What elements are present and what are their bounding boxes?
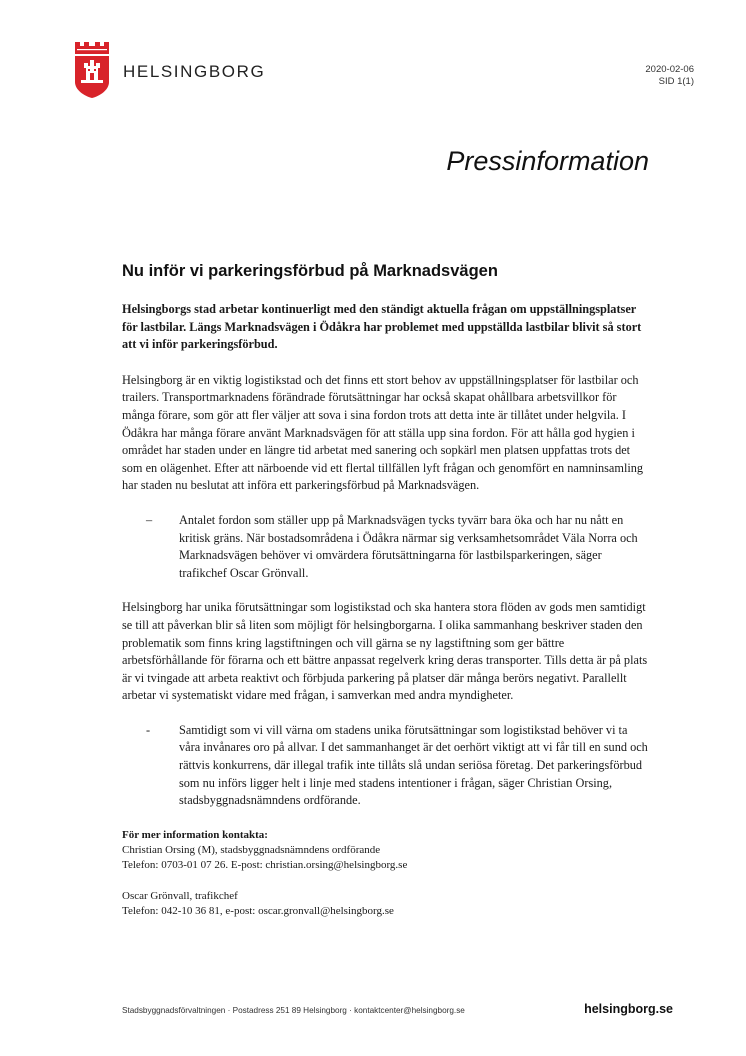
- quote-block-1: [122, 512, 650, 582]
- document-date: 2020-02-06: [645, 64, 694, 75]
- document-type-heading: Pressinformation: [446, 146, 649, 176]
- contact-phone-1: Telefon: 0703-01 07 26. E-post: christian.orsing@helsingborg.se: [122, 858, 408, 871]
- page-number: SID 1(1): [658, 76, 694, 87]
- footer-address: Stadsbyggnadsförvaltningen · Postadress 251 89 Helsingborg · kontaktcenter@helsingborg.se: [122, 1006, 465, 1015]
- lead-paragraph: Helsingborgs stad arbetar kontinuerligt med den ständigt aktuella frågan om uppställningsplatser för lastbilar. Längs Marknadsvägen i Ödåkra har problemet med uppställda lastbilar blivit så stort att vi inför parkeringsförbud.: [122, 302, 642, 352]
- contact-heading: För mer information kontakta:: [122, 828, 268, 841]
- brand-name: HELSINGBORG: [123, 62, 266, 81]
- quote-dash: -: [146, 722, 151, 737]
- quote-text-2: Samtidigt som vi vill värna om stadens unika förutsättningar som logistikstad behöver vi ta våra invånares oro på allvar. I det sammanhanget är det oerhört viktigt att vi får till en sund och rättvis konkurrens, där illegal trafik inte tillåts slå undan seriösa företag. Det parkeringsförbud som nu införs ligger helt i linje med stadens intentioner i frågan, säger Christian Orsing, stadsbyggnadsnämndens ordförande.: [179, 722, 648, 808]
- quote-dash: –: [146, 512, 153, 527]
- page-title: Nu inför vi parkeringsförbud på Marknadsvägen: [122, 262, 498, 280]
- helsingborg-logo-icon: [74, 42, 110, 98]
- contact-person-2: Oscar Grönvall, trafikchef: [122, 889, 238, 902]
- body-paragraph-2: Helsingborg har unika förutsättningar som logistikstad och ska hantera stora flöden av gods men samtidigt se till att påverkan blir så liten som möjligt för helsingborgarna. I olika sammanhang beskriver staden den problematik som finns kring lagstiftningen och vill gärna se ny lagstiftning som ger bättre arbetsförhållande för förarna och ett bättre anpassat regelverk kring deras transporter. Tills detta är på plats är vi tvingade att arbeta reaktivt och förbjuda parkering på platser där många berörs negativt. Parallellt arbetar vi systematiskt vidare med frågan, i samverkan med andra myndigheter.: [122, 600, 648, 703]
- quote-text-1: Antalet fordon som ställer upp på Marknadsvägen tycks tyvärr bara öka och har nu nått en kritisk gräns. När bostadsområdena i Ödåkra närmar sig verksamhetsområdet Väla Norra och Marknadsvägen behöver vi omvärdera förutsättningarna för lastbilsparkeringen, säger trafikchef Oscar Grönvall.: [179, 512, 638, 580]
- body-paragraph-1: Helsingborg är en viktig logistikstad och det finns ett stort behov av uppställningsplatser för lastbilar och trailers. Transportmarknadens förändrade förutsättningar har också skapat ohållbara arbetsvillkor för många förare, som gör att fler väljer att sova i sina fordon trots att detta inte är tillåtet under helgvila. I Ödåkra har många förare använt Marknadsvägen för att ställa upp sina fordon. För att hålla god hygien i området har staden under en längre tid arbetat med sanering och sopkärl men platsen uppfattas trots det som en olägenhet. Efter att närboende vid ett flertal tillfällen lyft frågan och genomfört en namninsamling har staden nu beslutat att införa ett parkeringsförbud på Marknadsvägen.: [122, 372, 644, 493]
- contact-section: [122, 828, 650, 919]
- footer-website-link[interactable]: helsingborg.se: [584, 1002, 673, 1016]
- document-meta: [645, 64, 694, 88]
- press-release-body: [122, 262, 650, 919]
- quote-block-2: [122, 722, 650, 810]
- contact-person-1: Christian Orsing (M), stadsbyggnadsnämndens ordförande: [122, 843, 381, 856]
- contact-phone-2: Telefon: 042-10 36 81, e-post: oscar.gronvall@helsingborg.se: [122, 904, 394, 917]
